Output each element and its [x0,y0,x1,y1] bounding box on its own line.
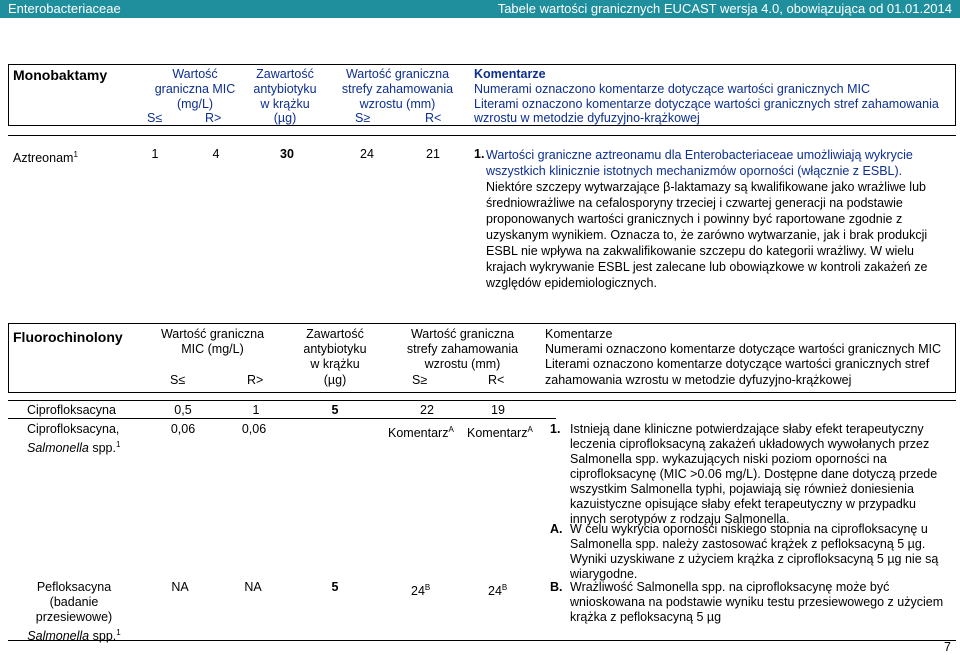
aztreonam-name: Aztreonam$^1$ [13,150,78,166]
disk2-header-l2: antybiotyku [303,342,367,356]
note-line: względów epidemiologicznych. [486,276,657,290]
mic2-r-label: R> [247,373,264,387]
comments-header: Komentarze [474,67,546,81]
note-line: Niektóre szczepy wytwarzające β-laktamazy są kwalifikowane jako wrażliwe lub [486,180,926,194]
aztreonam-mic-s: 1 [151,147,159,161]
note-line: wszystkich klinicznie istotnych mechanizmów oporności (włącznie z ESBL). [486,164,903,178]
peflo-name-l1: Pefloksacyna [36,580,112,594]
fluorochinolony-title: Fluorochinolony [13,329,123,345]
aztreonam-note-num: 1. [474,147,485,161]
cipro-sal-mic-r: 0,06 [241,422,267,436]
comments2-header: Komentarze [545,327,613,341]
aztreonam-mic-r: 4 [212,147,220,161]
cipro-mic-s: 0,5 [174,403,192,417]
peflo-disk: 5 [331,580,339,594]
disk2-header-l3: w krążku [310,357,360,371]
cipro-sal-mic-s: 0,06 [170,422,196,436]
cipro-sal-noteA-num: A. [550,522,563,536]
disk2-header-l4: (µg) [323,373,347,387]
disk-header-l4: (µg) [273,111,297,125]
zone2-header-l1: Wartość graniczna [410,327,515,341]
header-right: Tabele wartości granicznych EUCAST wersja 4.0, obowiązująca od 01.01.2014 [497,1,952,16]
mic2-header-l1: Wartość graniczna [160,327,265,341]
note-line: Wartości graniczne aztreonamu dla Enterobacteriaceae umożliwiają wykrycie [486,148,913,162]
zone-header-l3: wzrostu (mm) [359,97,436,111]
comments2-legend-l1: Numerami oznaczono komentarze dotyczące wartości granicznych MIC [545,342,941,356]
peflo-name-l3: przesiewowe) [35,610,113,624]
comments-legend-l3: wzrostu w metodzie dyfuzyjno-krążkowej [474,111,700,125]
zone-r-label: R< [425,111,442,125]
disk-header-l1: Zawartość [256,67,314,81]
page-header [0,0,960,18]
mic-r-label: R> [205,111,222,125]
cipro-mic-r: 1 [252,403,260,417]
mic-s-label: S≤ [147,111,163,125]
aztreonam-zone-s: 24 [360,147,374,161]
mic-header-l3: (mg/L) [176,97,214,111]
mic-header-l1: Wartość [172,67,218,81]
cipro-sal-note1: Istnieją dane kliniczne potwierdzające słaby efekt terapeutyczny leczenia ciprofloksacyną zakażeń układowych wywołanych przez Salmonella spp. wykazujących niski poziom oporności na ciprofloksacynę (MIC >0.06 mg/L). Dostępne dane dotyczą przede wszystkim Salmonella typhi, pojawiają się również doniesienia kazuistyczne opisujące słaby efekt terapeutyczny w przypadku innych serotypów z rodzaju Salmonella. [570,422,938,526]
cipro-sal-noteA: W celu wykrycia oporności niskiego stopnia na ciprofloksacynę u Salmonella spp. należy zastosować krążek z pefloksacyną 5 µg. Wyniki uzyskiwane z użyciem krążka z ciprofloksacyną 5 µg nie są wiarygodne. [570,522,939,581]
note-line: uzyskanym wynikiem. Oznacza to, że zarówno wytwarzanie, jak i brak produkcji [486,228,928,242]
peflo-name-l4: Salmonella spp.$^1$ [27,628,121,644]
aztreonam-note [486,147,956,291]
cipro-sal-name-l2: Salmonella spp.$^1$ [27,440,121,456]
comments-legend-l2: Literami oznaczono komentarze dotyczące wartości granicznych stref zahamowania [474,97,939,111]
divider-3 [8,418,556,419]
zone2-s-label: S≥ [412,373,428,387]
cipro-sal-note1-num: 1. [550,422,561,436]
peflo-zone-r: $24^B$ [488,583,508,599]
zone2-r-label: R< [488,373,505,387]
mic-header-l2: graniczna MIC [154,82,236,96]
note-line: ESBL nie wpływa na zakwalifikowanie szczepu do kategorii wrażliwy. W wielu [486,244,914,258]
bottom-divider [8,640,956,641]
cipro-sal-name-l1: Ciprofloksacyna, [27,422,120,436]
cipro-zone-r: 19 [491,403,505,417]
zone-s-label: S≥ [355,111,371,125]
zone2-header-l2: strefy zahamowania [406,342,519,356]
divider-1 [8,135,956,136]
comments2-legend-l2: Literami oznaczono komentarze dotyczące wartości granicznych stref [545,357,930,371]
peflo-mic-s: NA [171,580,189,594]
cipro-zone-s: 22 [420,403,434,417]
zone-header-l2: strefy zahamowania [341,82,454,96]
zone2-header-l3: wzrostu (mm) [424,357,501,371]
monobaktamy-title: Monobaktamy [13,67,108,83]
comments-legend-l1: Numerami oznaczono komentarze dotyczące wartości granicznych MIC [474,82,870,96]
peflo-noteB-num: B. [550,580,563,594]
mic2-header-l2: MIC (mg/L) [181,342,244,356]
disk-header-l3: w krążku [260,97,310,111]
disk2-header-l1: Zawartość [306,327,364,341]
header-left: Enterobacteriaceae [8,1,121,16]
cipro-disk: 5 [331,403,339,417]
comments2-legend-l3: zahamowania wzrostu w metodzie dyfuzyjno-krążkowej [545,373,852,387]
peflo-mic-r: NA [244,580,262,594]
cipro-name: Ciprofloksacyna [27,403,116,417]
peflo-noteB: Wrażliwość Salmonella spp. na ciprofloksacynę może być wnioskowana na podstawie wyniku testu przesiewowego z użyciem krążka z pefloksacyną 5 µg [570,580,944,624]
cipro-sal-zone-r: Komentarz$^A$ [467,425,533,441]
note-line: średniowrażliwe na cefalosporyny trzeciej i czwartej generacji na podstawie [486,196,903,210]
disk-header-l2: antybiotyku [253,82,317,96]
cipro-sal-zone-s: Komentarz$^A$ [388,425,454,441]
note-line: proponowanych wartości granicznych i powinny być raportowane zgodnie z [486,212,903,226]
aztreonam-zone-r: 21 [426,147,440,161]
aztreonam-disk: 30 [280,147,294,161]
mic2-s-label: S≤ [170,373,186,387]
zone-header-l1: Wartość graniczna [345,67,450,81]
divider-2 [8,400,956,401]
peflo-zone-s: $24^B$ [411,583,431,599]
peflo-name-l2: (badanie [49,595,99,609]
page-number: 7 [944,640,951,654]
note-line: krajach wykrywanie ESBL jest zalecane lub obowiązkowe w kontroli zakażeń ze [486,260,928,274]
